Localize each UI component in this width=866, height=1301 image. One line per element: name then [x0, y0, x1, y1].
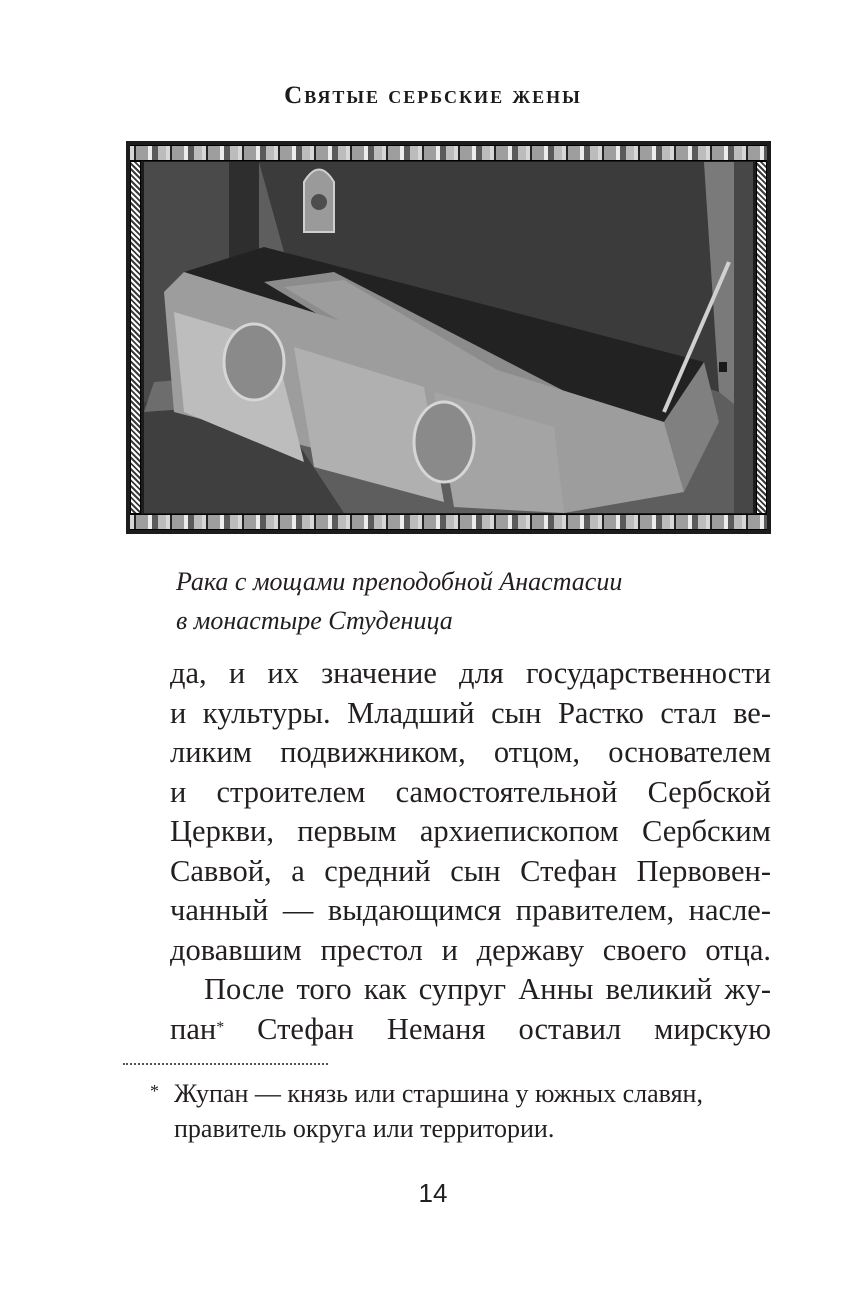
body-line: и строителем самостоятельной Сербской: [170, 774, 771, 809]
running-head: Святые сербские жены: [284, 82, 582, 109]
figure-frame: [126, 141, 771, 534]
reliquary-photo-illustration: [144, 162, 753, 513]
body-line: да, и их значение для государственности: [170, 656, 771, 690]
body-paragraphs: [170, 654, 771, 1049]
body-line: довавшим престол и державу своего отца.: [170, 932, 771, 967]
body-line-with-footnote-ref: [170, 1010, 771, 1050]
body-text-fragment: Стефан Неманя оставил мирскую: [224, 1011, 771, 1046]
body-line: Саввой, а средний сын Стефан Первовен-: [170, 853, 771, 888]
page-number: 14: [418, 1178, 448, 1208]
caption-line: в монастыре Студеница: [176, 606, 453, 635]
footnote-mark: *: [150, 1081, 159, 1101]
ornamental-border-top: [130, 145, 767, 161]
body-line: чанный — выдающимся правителем, насле-: [170, 893, 771, 927]
footnote-line: Жупан — князь или старшина у южных славян,: [174, 1079, 703, 1108]
caption-line: Рака с мощами преподобной Анастасии: [176, 567, 623, 596]
reliquary-photo: [144, 162, 753, 513]
body-line-paragraph-start: После того как супруг Анны великий жу-: [204, 972, 771, 1006]
footnote-line: правитель округа или территории.: [174, 1114, 555, 1143]
body-line: Церкви, первым архиепископом Сербским: [170, 814, 771, 848]
ornamental-border-left: [130, 161, 141, 514]
body-text-fragment: пан: [170, 1011, 217, 1046]
body-line: ликим подвижником, отцом, основателем: [170, 735, 771, 769]
footnote-separator: [123, 1063, 328, 1065]
body-line: и культуры. Младший сын Растко стал ве-: [170, 695, 771, 730]
footnote: [150, 1076, 790, 1146]
ornamental-border-right: [756, 161, 767, 514]
footnote-reference[interactable]: *: [216, 1018, 225, 1036]
ornamental-border-bottom: [130, 514, 767, 530]
figure-caption: [176, 562, 736, 640]
